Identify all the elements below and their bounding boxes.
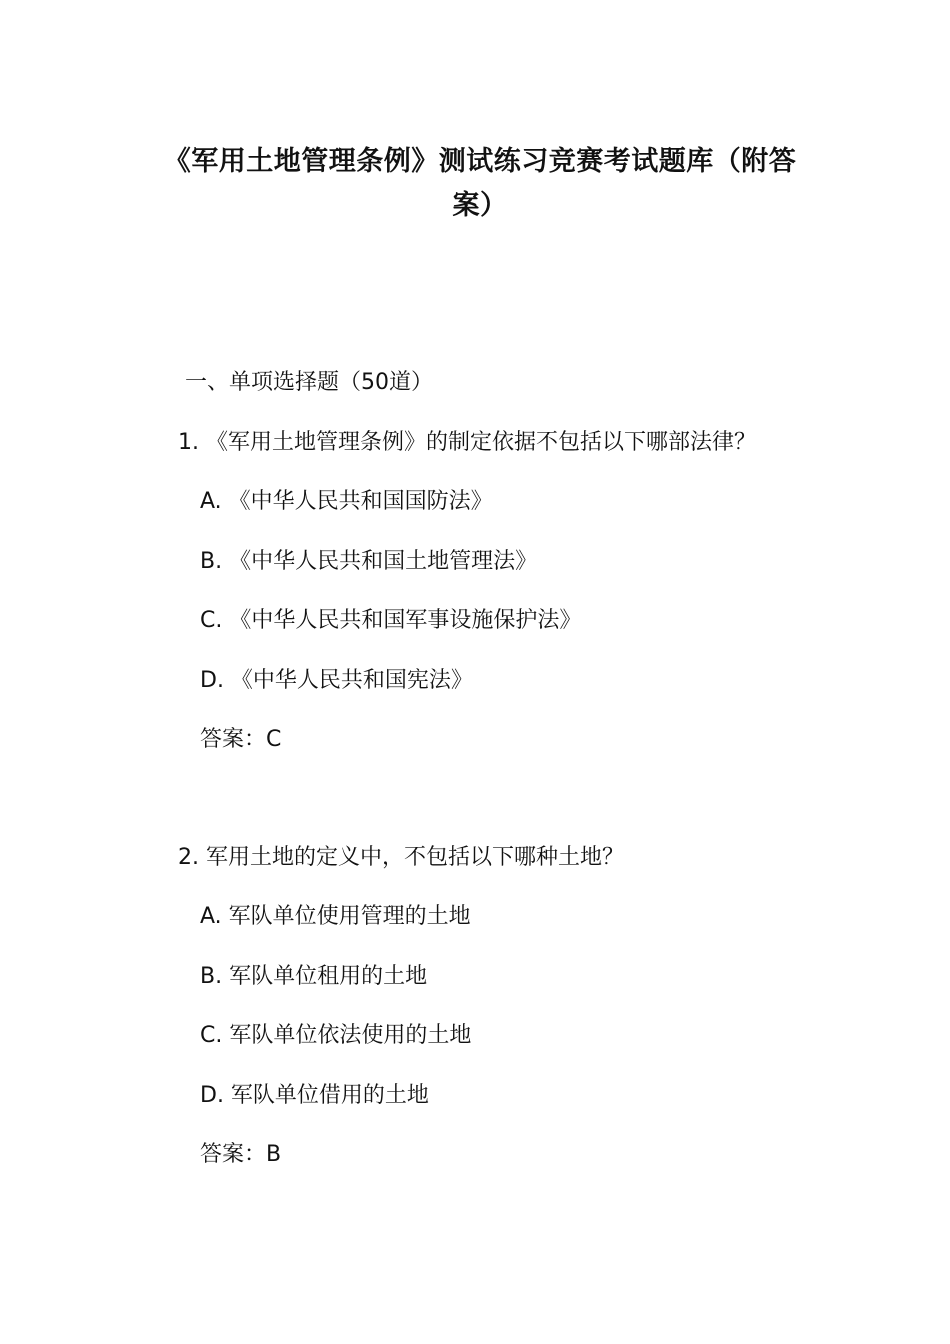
question-1-stem: 1. 《军用土地管理条例》的制定依据不包括以下哪部法律？: [178, 430, 756, 455]
question-2-option-c: C. 军队单位依法使用的土地: [200, 1023, 472, 1048]
question-1-option-c: C. 《中华人民共和国军事设施保护法》: [200, 608, 582, 633]
document-title: 《军用土地管理条例》测试练习竞赛考试题库（附答案）: [163, 146, 797, 221]
question-1-option-a: A. 《中华人民共和国国防法》: [200, 489, 493, 514]
question-2-option-a: A. 军队单位使用管理的土地: [200, 904, 471, 929]
question-2-option-b: B. 军队单位租用的土地: [200, 964, 428, 989]
question-2-option-d: D. 军队单位借用的土地: [200, 1083, 429, 1108]
question-1-answer: 答案：C: [200, 727, 282, 752]
section-heading: 一、单项选择题（50道）: [185, 370, 433, 395]
question-2-stem: 2. 军用土地的定义中，不包括以下哪种土地？: [178, 845, 624, 870]
question-1-option-d: D. 《中华人民共和国宪法》: [200, 668, 473, 693]
question-1-option-b: B. 《中华人民共和国土地管理法》: [200, 549, 538, 574]
question-2-answer: 答案：B: [200, 1142, 282, 1167]
